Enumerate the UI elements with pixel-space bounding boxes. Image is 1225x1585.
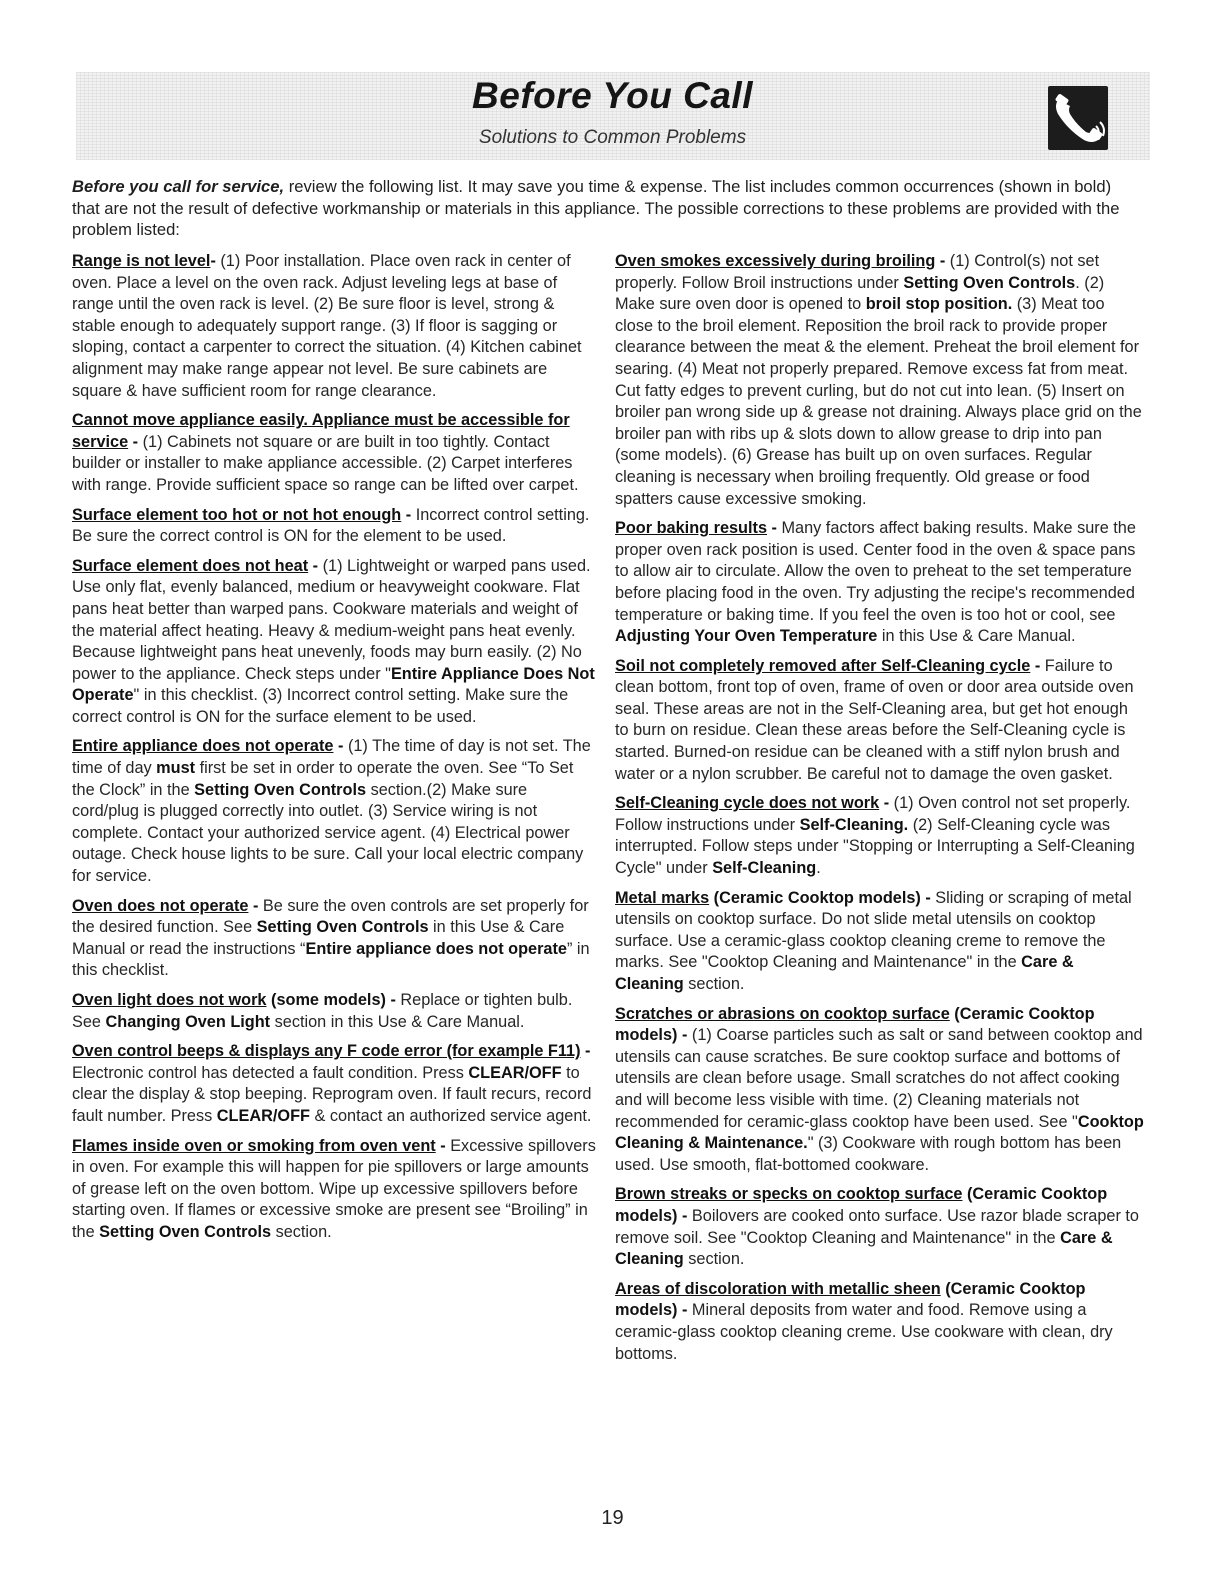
problem-text: Mineral deposits from water and food. Remove using a ceramic-glass cooktop cleaning creme. Use cookware with clean, dry bottoms. [615,1301,1113,1363]
troubleshooting-item [72,410,596,496]
problem-text: Care & Cleaning [615,953,1074,993]
problem-text: (Ceramic Cooktop models) - [709,888,936,907]
troubleshooting-item [615,1279,1145,1365]
problem-heading: Self-Cleaning cycle does not work [615,794,880,813]
troubleshooting-item [72,1136,596,1244]
problem-text: Self-Cleaning. [799,815,909,834]
problem-text: Entire Appliance Does Not Operate [72,664,595,705]
problem-heading: Scratches or abrasions on cooktop surface [615,1004,950,1023]
problem-text: & contact an authorized service agent. [309,1106,592,1125]
problem-text: Setting Oven Controls [99,1222,272,1241]
problem-text: (2) Self-Cleaning cycle was interrupted. Follow steps under "Stopping or Interrupting a Self-Cleaning Cycle" under [615,815,1135,878]
troubleshooting-item [615,251,1145,510]
problem-heading: Cannot move appliance easily. Appliance must be accessible for service [72,411,570,451]
problem-text: (3) Meat too close to the broil element. Reposition the broil rack to provide proper clearance between the meat & the element. Preheat the broil element for searing. (4) Meat not properly prepared. Remove excess fat from meat. Cut fatty edges to prevent curling, but do not cut into lean. (5) Insert on broiler pan wrong side up & grease not draining. Always place grid on the broiler pan with ribs up & slots down to allow grease to drip into pan (some models). (6) Grease has built up on oven surfaces. Regular cleaning is necessary when broiling frequently. Old grease or food spatters cause excessive smoking. [615,295,1142,508]
problem-text: - [401,505,416,524]
problem-text: section. [683,975,745,993]
problem-text: Adjusting Your Oven Temperature [615,627,878,646]
page-number: 19 [601,1507,624,1529]
problem-text: in this Use & Care Manual or read the instructions “ [72,918,565,958]
problem-text: Excessive spillovers in oven. For example this will happen for pie spillovers or large amounts of grease left on the oven bottom. Wipe up excessive spillovers before starting oven. If flames or excessive smoke are present see “Broiling” in the [72,1136,596,1241]
problem-text: (Ceramic Cooktop models) - [615,1279,1086,1320]
troubleshooting-item [72,896,596,982]
problem-text: (1) Control(s) not set properly. Follow Broil instructions under [615,252,1100,292]
problem-text: (1) The time of day is not set. The time of day [72,737,591,778]
problem-text: to clear the display & stop beeping. Reprogram oven. If fault recurs, record fault number. Press [72,1063,592,1125]
problem-text: . [816,859,821,878]
problem-text: - [308,556,323,575]
problem-text: - [128,432,143,451]
problem-text: Self-Cleaning [712,859,817,878]
troubleshooting-item [72,556,596,729]
problem-text: Changing Oven Light [105,1012,271,1031]
problem-text: " in this checklist. (3) Incorrect control setting. Make sure the correct control is ON for the surface element to be used. [72,686,569,726]
problem-text: - [333,737,348,756]
troubleshooting-item [615,656,1145,786]
problem-text: Many factors affect baking results. Make sure the proper oven rack position is used. Center food in the oven & space pans to allow air to circulate. Allow the oven to preheat to the set temperature before placing food in the oven. Try adjusting the recipe's recommended temperature or baking time. If you feel the oven is too hot or cool, see [615,519,1136,624]
problem-text: (1) Coarse particles such as salt or sand between cooktop and utensils can cause scratches. Be sure cooktop surface and bottoms of utensils are clean before usage. Small scratches do not affect cooking and will become less visible with time. (2) Cleaning materials not recommended for ceramic-glass cooktop have been used. See " [615,1026,1143,1131]
troubleshooting-item [72,1041,596,1127]
problem-text: - [210,252,221,270]
problem-heading: Brown streaks or specks on cooktop surface [615,1185,963,1204]
problem-text: - [580,1042,591,1061]
intro-text: review the following list. It may save you time & expense. The list includes common occurrences (shown in bold) that are not the result of defective workmanship or materials in this appliance. The possible corrections to these problems are provided with the problem listed: [72,177,1120,239]
problem-heading: Oven light does not work [72,991,267,1009]
troubleshooting-item [72,251,596,402]
problem-heading: Range is not level [72,252,211,270]
problem-text: in this Use & Care Manual. [877,627,1076,646]
troubleshooting-item [615,1184,1145,1270]
problem-text: Setting Oven Controls [903,273,1076,292]
problem-text: Boilovers are cooked onto surface. Use razor blade scraper to remove soil. See "Cooktop Cleaning and Maintenance" in the [615,1206,1139,1247]
problem-text: Cooktop Cleaning & Maintenance. [615,1112,1144,1153]
problem-text: - [248,896,263,915]
problem-text: must [156,759,196,778]
problem-text: Replace or tighten bulb. See [72,991,573,1031]
problem-heading: Oven smokes excessively during broiling [615,252,936,270]
problem-text: CLEAR/OFF [216,1106,310,1125]
problem-heading: Surface element too hot or not hot enough [72,505,402,524]
problem-heading: Surface element does not heat [72,556,309,575]
problem-text: section. [271,1222,332,1241]
problem-text: - [435,1136,451,1155]
troubleshooting-item [615,1004,1145,1177]
problem-text: section. [683,1250,745,1269]
problem-text: broil stop position. [865,295,1013,314]
problem-heading: Flames inside oven or smoking from oven vent [72,1136,436,1155]
problem-text: Failure to clean bottom, front top of oven, frame of oven or door area outside oven seal. These areas are not in the Self-Cleaning area, but get hot enough to burn on residue. Clean these areas before the Self-Cleaning cycle is started. Burned-on residue can be cleaned with a stiff nylon brush and water or a nylon scrubber. Be careful not to damage the oven gasket. [615,656,1134,783]
problem-text: (1) Oven control not set properly. Follow instructions under [615,794,1131,834]
troubleshooting-item [72,990,596,1033]
intro-lead: Before you call for service, [72,177,285,196]
problem-text: Incorrect control setting. Be sure the correct control is ON for the element to be used. [72,505,590,546]
troubleshooting-item [615,888,1145,996]
problem-heading: Metal marks [615,888,710,907]
problem-heading: Oven does not operate [72,896,249,915]
left-column [72,251,596,1252]
problem-heading: Oven control beeps & displays any F code error (for example F11) [72,1042,581,1061]
page-title: Before You Call [472,75,753,116]
problem-text: (1) Poor installation. Place oven rack in center of oven. Place a level on the oven rack. Adjust leveling legs at base of range until the oven rack is level. (2) Be sure floor is level, strong & stable enough to adequately support range. (3) If floor is sagging or sloping, contact a carpenter to correct the situation. (4) Kitchen cabinet alignment may make range appear not level. Be sure cabinets are square & have sufficient room for range clearance. [72,252,582,400]
problem-text: - [1030,656,1045,675]
problem-text: section in this Use & Care Manual. [270,1012,525,1031]
problem-text: ” in this checklist. [72,939,590,980]
problem-text: Setting Oven Controls [194,780,367,799]
problem-text: " (3) Cookware with rough bottom has been used. Use smooth, flat-bottomed cookware. [615,1134,1122,1174]
problem-text: - [767,519,782,538]
troubleshooting-item [615,518,1145,648]
problem-text: - [879,794,894,813]
troubleshooting-item [72,505,596,548]
problem-text: Sliding or scraping of metal utensils on cooktop surface. Do not slide metal utensils on cooktop surface. Use a ceramic-glass cooktop cleaning creme to remove the marks. See "Cooktop Cleaning and Maintenance" in the [615,888,1132,972]
problem-text: Entire appliance does not operate [305,939,567,958]
problem-text: CLEAR/OFF [468,1063,562,1082]
problem-text: Setting Oven Controls [256,918,429,937]
problem-text: first be set in order to operate the oven. See “To Set the Clock” in the [72,759,574,799]
problem-text: (1) Lightweight or warped pans used. Use only flat, evenly balanced, medium or heavyweight cookware. Flat pans heat better than warped pans. Cookware materials and weight of the material affect heating. Heavy & medium-weight pans heat evenly. Because lightweight pans heat unevenly, foods may burn easily. (2) No power to the appliance. Check steps under " [72,556,591,683]
problem-text: Electronic control has detected a fault condition. Press [72,1063,469,1082]
problem-text: - [935,252,950,270]
problem-text: . (2) Make sure oven door is opened to [615,273,1105,314]
problem-text: Be sure the oven controls are set properly for the desired function. See [72,896,589,937]
problem-text: (1) Cabinets not square or are built in too tightly. Contact builder or installer to make appliance accessible. (2) Carpet interferes with range. Provide sufficient space so range can be lifted over carpet. [72,432,579,494]
telephone-handset-icon [1048,86,1108,150]
problem-text: section.(2) Make sure cord/plug is plugged correctly into outlet. (3) Service wiring is not complete. Contact your authorized service agent. (4) Electrical power outage. Check house lights to be sure. Call your local electric company for service. [72,780,584,886]
problem-heading: Entire appliance does not operate [72,737,334,756]
problem-text: (some models) - [266,991,401,1009]
problem-text: Care & Cleaning [615,1228,1113,1269]
troubleshooting-item [615,793,1145,879]
problem-text: (Ceramic Cooktop models) - [615,1004,1095,1045]
page-subtitle: Solutions to Common Problems [478,127,747,148]
problem-heading: Soil not completely removed after Self-Cleaning cycle [615,656,1031,675]
right-column [615,251,1145,1373]
troubleshooting-item [72,736,596,887]
intro-paragraph [72,176,1132,241]
problem-heading: Areas of discoloration with metallic sheen [615,1279,941,1298]
problem-heading: Poor baking results [615,519,767,538]
problem-text: (Ceramic Cooktop models) - [615,1185,1108,1225]
